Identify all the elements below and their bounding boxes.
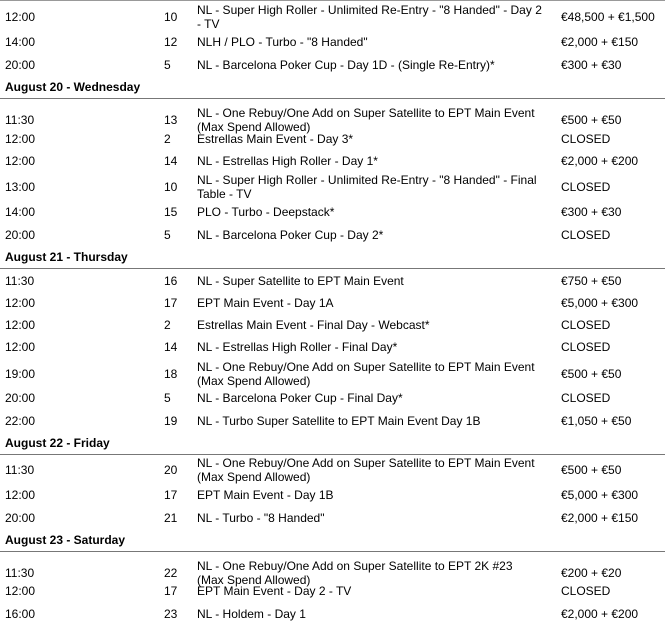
- event-number: 17: [164, 488, 178, 502]
- event-buy-in: €1,050 + €50: [561, 414, 632, 428]
- event-buy-in: CLOSED: [561, 391, 611, 405]
- event-name: NL - One Rebuy/One Add on Super Satellite to EPT 2K #23 (Max Spend Allowed): [197, 559, 513, 587]
- event-time: 20:00: [5, 391, 36, 405]
- event-name: NL - One Rebuy/One Add on Super Satellite to EPT Main Event (Max Spend Allowed): [197, 456, 535, 484]
- event-name: EPT Main Event - Day 2 - TV: [197, 584, 352, 598]
- event-name: NL - Barcelona Poker Cup - Day 1D - (Single Re-Entry)*: [197, 58, 495, 72]
- event-number: 22: [164, 566, 178, 580]
- event-name: NL - Super Satellite to EPT Main Event: [197, 274, 404, 288]
- event-buy-in: CLOSED: [561, 132, 611, 146]
- top-divider: [0, 0, 665, 1]
- event-buy-in: €2,000 + €200: [561, 154, 639, 168]
- event-number: 17: [164, 584, 178, 598]
- event-number: 5: [164, 58, 171, 72]
- event-buy-in: CLOSED: [561, 584, 611, 598]
- day-divider: [0, 551, 665, 552]
- event-time: 11:30: [5, 566, 35, 580]
- event-number: 5: [164, 228, 171, 242]
- event-buy-in: €2,000 + €200: [561, 607, 639, 621]
- event-number: 10: [164, 180, 178, 194]
- event-buy-in: €500 + €50: [561, 113, 622, 127]
- event-buy-in: €200 + €20: [561, 566, 622, 580]
- event-number: 14: [164, 340, 178, 354]
- event-number: 18: [164, 367, 178, 381]
- event-number: 2: [164, 132, 171, 146]
- event-time: 12:00: [5, 340, 36, 354]
- event-buy-in: CLOSED: [561, 180, 611, 194]
- event-name: NL - Holdem - Day 1: [197, 607, 306, 621]
- event-buy-in: €2,000 + €150: [561, 35, 639, 49]
- event-buy-in: €500 + €50: [561, 463, 622, 477]
- event-time: 13:00: [5, 180, 36, 194]
- event-name: EPT Main Event - Day 1B: [197, 488, 334, 502]
- event-buy-in: €5,000 + €300: [561, 296, 639, 310]
- event-time: 12:00: [5, 488, 36, 502]
- event-name: PLO - Turbo - Deepstack*: [197, 205, 335, 219]
- event-buy-in: CLOSED: [561, 228, 611, 242]
- event-name: NL - Barcelona Poker Cup - Final Day*: [197, 391, 403, 405]
- event-time: 12:00: [5, 318, 36, 332]
- day-label: August 23 - Saturday: [5, 533, 126, 547]
- event-buy-in: €300 + €30: [561, 58, 622, 72]
- event-number: 15: [164, 205, 178, 219]
- event-number: 5: [164, 391, 171, 405]
- event-name: NL - One Rebuy/One Add on Super Satellite to EPT Main Event (Max Spend Allowed): [197, 360, 535, 388]
- event-number: 23: [164, 607, 178, 621]
- event-time: 16:00: [5, 607, 36, 621]
- event-number: 14: [164, 154, 178, 168]
- event-buy-in: CLOSED: [561, 318, 611, 332]
- event-time: 20:00: [5, 58, 36, 72]
- event-name: NL - Turbo Super Satellite to EPT Main Event Day 1B: [197, 414, 481, 428]
- event-name: NL - Turbo - "8 Handed": [197, 511, 325, 525]
- event-name: Estrellas Main Event - Final Day - Webcast*: [197, 318, 430, 332]
- event-time: 14:00: [5, 35, 36, 49]
- event-number: 21: [164, 511, 178, 525]
- event-time: 11:30: [5, 113, 35, 127]
- event-number: 20: [164, 463, 178, 477]
- day-divider: [0, 98, 665, 99]
- event-number: 17: [164, 296, 178, 310]
- event-name: NL - Super High Roller - Unlimited Re-Entry - "8 Handed" - Final Table - TV: [197, 173, 537, 201]
- day-label: August 22 - Friday: [5, 436, 110, 450]
- event-number: 16: [164, 274, 178, 288]
- event-name: NL - Barcelona Poker Cup - Day 2*: [197, 228, 384, 242]
- event-buy-in: €750 + €50: [561, 274, 622, 288]
- event-name: NL - Estrellas High Roller - Final Day*: [197, 340, 398, 354]
- event-buy-in: €300 + €30: [561, 205, 622, 219]
- day-divider: [0, 454, 665, 455]
- event-time: 19:00: [5, 367, 36, 381]
- event-name: NL - Super High Roller - Unlimited Re-Entry - "8 Handed" - Day 2 - TV: [197, 3, 542, 31]
- event-name: NLH / PLO - Turbo - "8 Handed": [197, 35, 368, 49]
- event-time: 11:30: [5, 274, 35, 288]
- event-buy-in: €500 + €50: [561, 367, 622, 381]
- event-time: 12:00: [5, 10, 36, 24]
- day-label: August 21 - Thursday: [5, 250, 128, 264]
- event-time: 14:00: [5, 205, 36, 219]
- event-name: NL - One Rebuy/One Add on Super Satellite to EPT Main Event (Max Spend Allowed): [197, 106, 535, 134]
- event-time: 12:00: [5, 584, 36, 598]
- event-buy-in: €48,500 + €1,500: [561, 10, 655, 24]
- event-time: 22:00: [5, 414, 36, 428]
- event-time: 12:00: [5, 154, 36, 168]
- event-time: 12:00: [5, 132, 36, 146]
- event-time: 20:00: [5, 511, 36, 525]
- event-name: NL - Estrellas High Roller - Day 1*: [197, 154, 378, 168]
- event-number: 19: [164, 414, 178, 428]
- event-number: 10: [164, 10, 178, 24]
- event-buy-in: €5,000 + €300: [561, 488, 639, 502]
- event-time: 11:30: [5, 463, 35, 477]
- event-buy-in: €2,000 + €150: [561, 511, 639, 525]
- event-name: EPT Main Event - Day 1A: [197, 296, 334, 310]
- event-time: 20:00: [5, 228, 36, 242]
- event-number: 2: [164, 318, 171, 332]
- event-time: 12:00: [5, 296, 36, 310]
- day-label: August 20 - Wednesday: [5, 80, 141, 94]
- event-name: Estrellas Main Event - Day 3*: [197, 132, 354, 146]
- day-divider: [0, 268, 665, 269]
- event-number: 13: [164, 113, 178, 127]
- event-buy-in: CLOSED: [561, 340, 611, 354]
- event-number: 12: [164, 35, 178, 49]
